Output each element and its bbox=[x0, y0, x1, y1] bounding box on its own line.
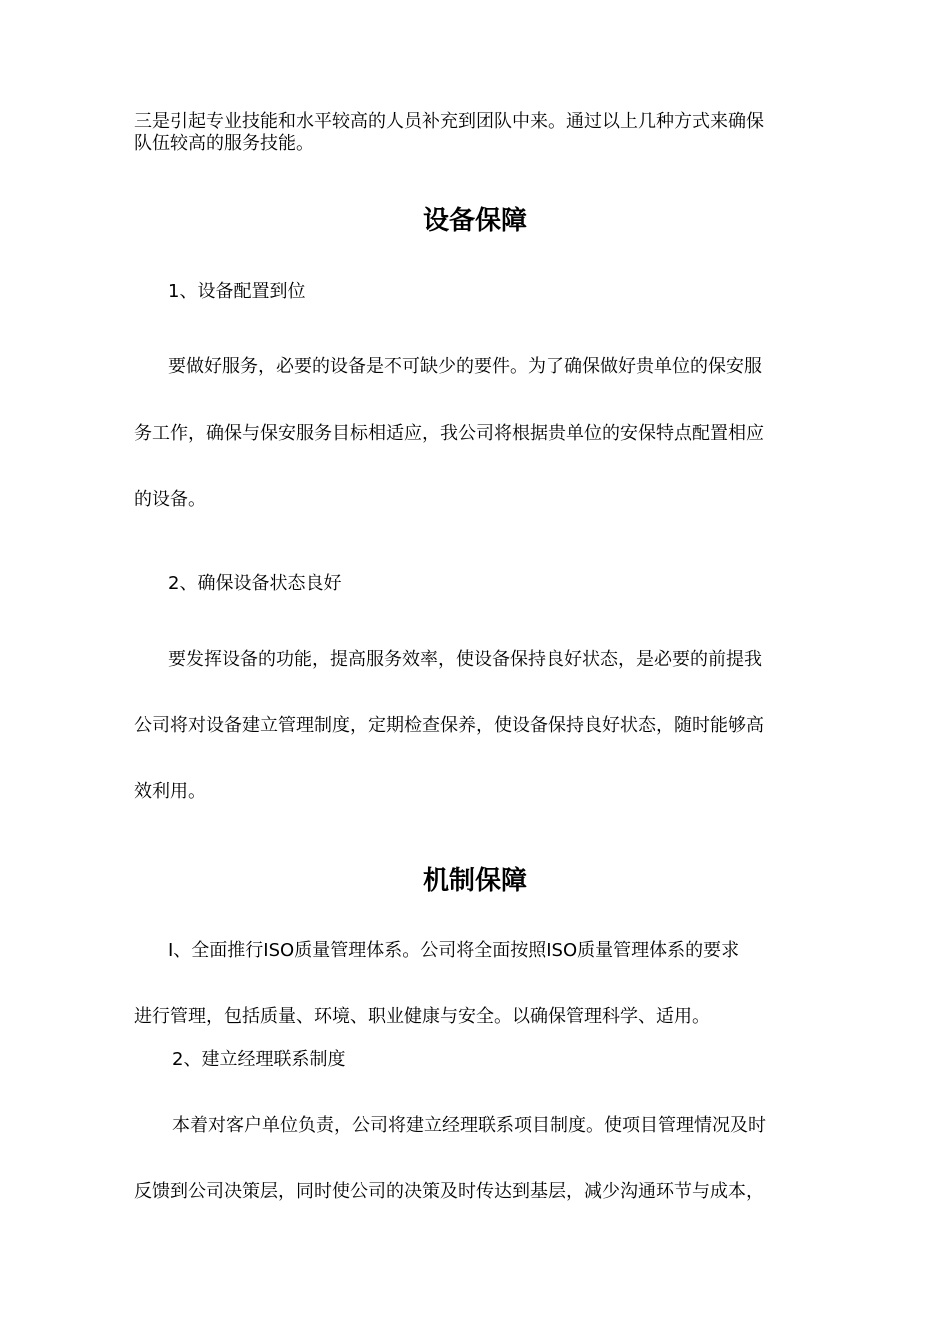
equipment-item1-line-3: 的设备。 bbox=[134, 489, 206, 510]
mechanism-item1-line-1: I、全面推行ISO质量管理体系。公司将全面按照ISO质量管理体系的要求 bbox=[168, 940, 740, 961]
equipment-item1-heading: 1、设备配置到位 bbox=[168, 281, 306, 302]
mechanism-item2-heading: 2、建立经理联系制度 bbox=[172, 1049, 346, 1070]
equipment-item2-heading: 2、确保设备状态良好 bbox=[168, 573, 342, 594]
equipment-item2-line-2: 公司将对设备建立管理制度，定期检查保养，使设备保持良好状态，随时能够高 bbox=[134, 715, 764, 736]
intro-line-1: 三是引起专业技能和水平较高的人员补充到团队中来。通过以上几种方式来确保 bbox=[134, 111, 764, 132]
mechanism-item1-line-2: 进行管理，包括质量、环境、职业健康与安全。以确保管理科学、适用。 bbox=[134, 1006, 710, 1027]
equipment-item1-line-1: 要做好服务，必要的设备是不可缺少的要件。为了确保做好贵单位的保安服 bbox=[168, 356, 762, 377]
equipment-item2-line-3: 效利用。 bbox=[134, 781, 206, 802]
mechanism-item2-line-2: 反馈到公司决策层，同时使公司的决策及时传达到基层，减少沟通环节与成本， bbox=[134, 1181, 764, 1202]
mechanism-item2-line-1: 本着对客户单位负责，公司将建立经理联系项目制度。使项目管理情况及时 bbox=[172, 1115, 766, 1136]
equipment-item1-line-2: 务工作，确保与保安服务目标相适应，我公司将根据贵单位的安保特点配置相应 bbox=[134, 423, 764, 444]
section-title-equipment: 设备保障 bbox=[422, 206, 527, 236]
equipment-item2-line-1: 要发挥设备的功能，提高服务效率，使设备保持良好状态，是必要的前提我 bbox=[168, 649, 762, 670]
section-title-mechanism: 机制保障 bbox=[422, 866, 527, 896]
intro-line-2: 队伍较高的服务技能。 bbox=[134, 133, 314, 154]
